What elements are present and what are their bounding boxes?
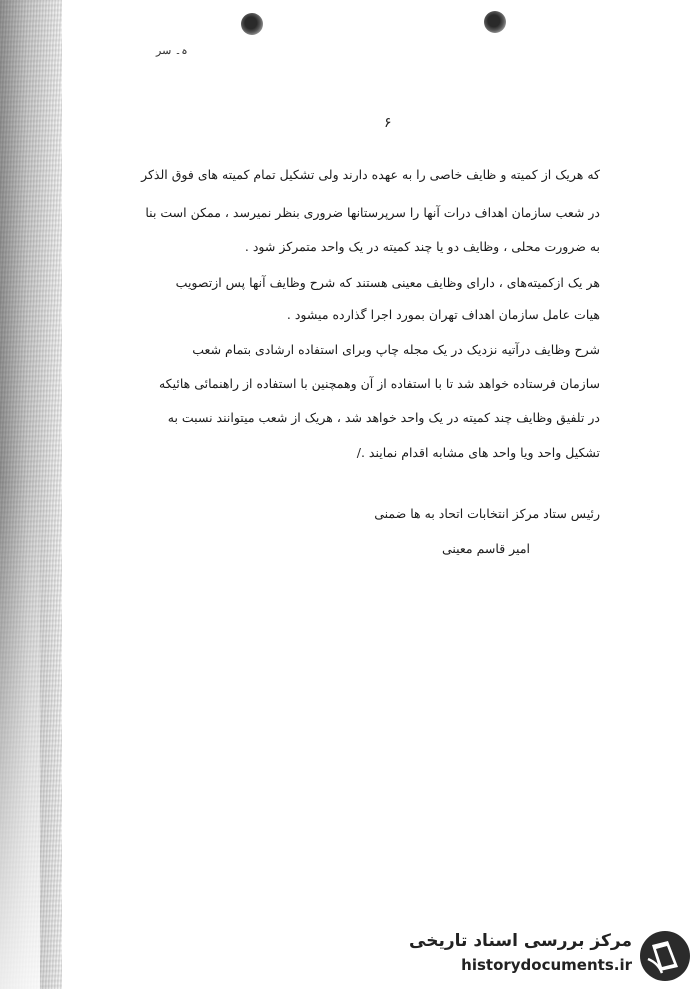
punch-hole (484, 11, 506, 33)
text-line: به ضرورت محلی ، وظایف دو یا چند کمیته در یک واحد متمرکز شود . (244, 239, 600, 254)
text-line: که هریک از کمیته و ظایف خاصی را به عهده دارند ولی تشکیل تمام کمیته های فوق الذکر (141, 167, 600, 182)
signature-title: رئیس ستاد مرکز انتخابات اتحاد به ها ضمنی (374, 506, 600, 521)
text-line: در تلفیق وظایف چند کمیته در یک واحد خواهد شد ، هریک از شعب میتوانند نسبت به (167, 410, 600, 425)
text-line: در شعب سازمان اهداف درات آنها را سرپرستانها ضروری بنظر نمیرسد ، ممکن است بنا (145, 205, 600, 220)
text-line: شرح وظایف درآتیه نزدیک در یک مجله چاپ وبرای استفاده ارشادی بتمام شعب (192, 342, 600, 357)
text-line: هیات عامل سازمان اهداف تهران بمورد اجرا گذارده میشود . (286, 307, 600, 322)
punch-hole (241, 13, 263, 35)
watermark (408, 925, 700, 989)
text-line: هر یک ازکمیته‌های ، دارای وظایف معینی هستند که شرح وظایف آنها پس ازتصویب (175, 275, 600, 290)
scan-edge-fade (0, 480, 40, 989)
watermark-name: مرکز بررسی اسناد تاریخی (409, 931, 632, 951)
text-line: سازمان فرستاده خواهد شد تا با استفاده از آن وهمچنین با استفاده از راهنمائی هائیکه (158, 376, 600, 391)
text-line: تشکیل واحد ویا واحد های مشابه اقدام نمایند ./ (356, 445, 600, 460)
watermark-url: historydocuments.ir (461, 956, 632, 974)
archive-logo-icon (638, 929, 692, 983)
top-mark: ہ۔ سر (156, 44, 188, 57)
signature-name: امیر قاسم معینی (441, 541, 530, 556)
page-number: ۶ (384, 115, 392, 131)
